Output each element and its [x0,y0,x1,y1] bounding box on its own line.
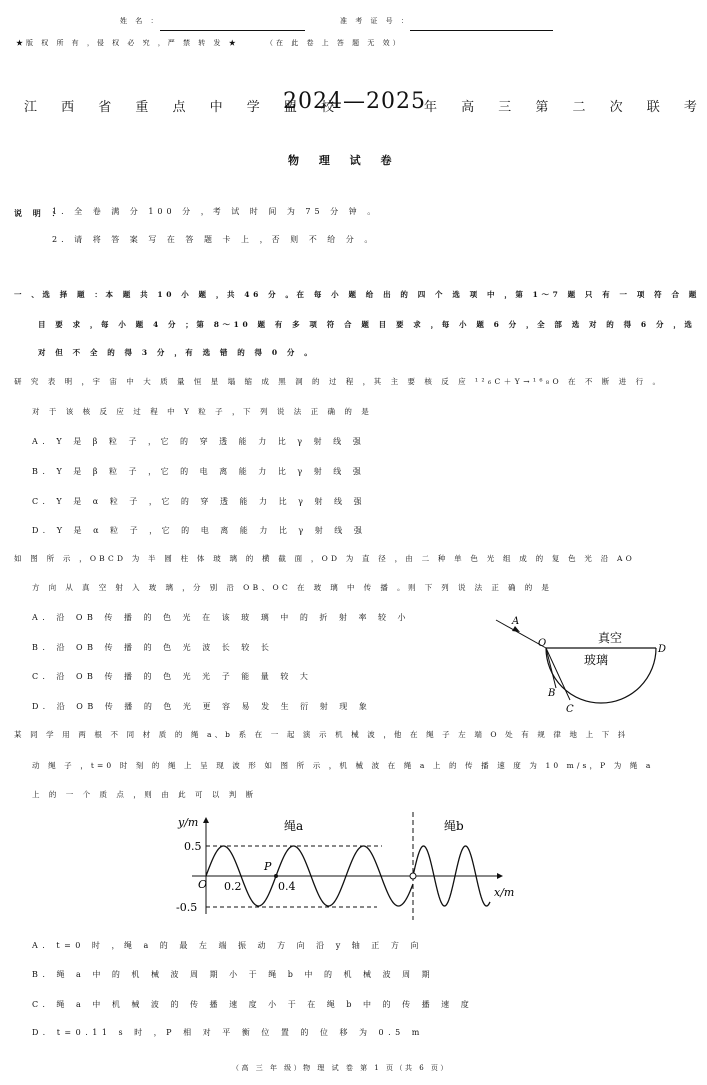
label-o: O [538,638,547,649]
label-c: C [566,704,574,715]
q2-stem-line-1: 如 图 所 示 ，OBCD 为 半 圆 柱 体 玻 璃 的 横 截 面 ，OD 为 直 径 ，由 二 种 单 色 光 组 成 的 复 色 光 沿 AO [14,554,635,563]
q3-stem-line-2: 动 绳 子 ，t=0 时 刻 的 绳 上 呈 现 波 形 如 图 所 示 ，机 械 波 在 绳 a 上 的 传 播 速 度 为 10 m/s，P 为 绳 a [32,761,654,770]
section-1-line-2: 目 要 求 ，每 小 题 4 分 ；第 8～10 题 有 多 项 符 合 题 目 要 求 ，每 小 题 6 分 ，全 部 选 对 的 得 6 分 ，选 [38,320,696,329]
origin-label: O [198,878,208,891]
q1-option-b[interactable]: B. Y 是 β 粒 子 ，它 的 电 离 能 力 比 γ 射 线 强 [32,467,366,476]
copyright-notice: ★版 权 所 有 ，侵 权 必 究 ，严 禁 转 发 ★ [16,39,239,47]
instruction-2: 2. 请 将 答 案 写 在 答 题 卡 上 ，否 则 不 给 分 。 [52,235,377,244]
rope-wave-figure [172,812,522,922]
q1-option-a[interactable]: A. Y 是 β 粒 子 ，它 的 穿 透 能 力 比 γ 射 线 强 [32,437,366,446]
name-label: 姓 名 ： [120,17,161,25]
section-1-line-1: 一 、选 择 题 ：本 题 共 10 小 题 ，共 46 分 。在 每 小 题 给 出 的 四 个 选 项 中 ，第 1～7 题 只 有 一 项 符 合 题 [14,290,700,299]
label-a: A [512,616,520,627]
q3-stem-line-3: 上 的 一 个 质 点 ，则 由 此 可 以 判 断 [32,790,257,799]
glass-label: 玻璃 [584,653,609,667]
point-p [274,874,278,878]
q3-option-b[interactable]: B. 绳 a 中 的 机 械 波 周 期 小 于 绳 b 中 的 机 械 波 周 期 [32,970,435,979]
label-d: D [658,644,667,655]
answer-note: （在 此 卷 上 答 题 无 效） [266,39,403,47]
y-tick-top: 0.5 [184,840,202,853]
q1-option-d[interactable]: D. Y 是 α 粒 子 ，它 的 电 离 能 力 比 γ 射 线 强 [32,526,367,535]
exam-id-label: 准 考 证 号 ： [340,17,411,25]
exam-years: 2024—2025 [283,89,426,114]
q2-stem-line-2: 方 向 从 真 空 射 入 玻 璃 ，分 别 沿 OB、OC 在 玻 璃 中 传 播 。则 下 列 说 法 正 确 的 是 [32,583,553,592]
q3-option-d[interactable]: D. t=0.11 s 时 ，P 相 对 平 衡 位 置 的 位 移 为 0.5 m [32,1028,424,1037]
semicircle-glass-figure [490,610,670,720]
instruction-1: 1. 全 卷 满 分 100 分 ，考 试 时 间 为 75 分 钟 。 [52,207,380,216]
exam-id-field[interactable] [410,16,553,31]
q2-option-a[interactable]: A. 沿 OB 传 播 的 色 光 在 该 玻 璃 中 的 折 射 率 较 小 [32,613,411,622]
q3-option-c[interactable]: C. 绳 a 中 机 械 波 的 传 播 速 度 小 于 在 绳 b 中 的 传 播 速 度 [32,1000,474,1009]
point-p-label: P [264,860,272,873]
q1-stem-line-2: 对 于 该 核 反 应 过 程 中 Y 粒 子 ，下 列 说 法 正 确 的 是 [32,407,373,416]
label-b: B [548,688,556,699]
exam-name: 年 高 三 第 二 次 联 考 [424,100,707,115]
section-1-line-3: 对 但 不 全 的 得 3 分 ，有 选 错 的 得 0 分 。 [38,348,316,357]
name-field[interactable] [160,16,305,31]
instructions-label: 说 明 ： [14,208,64,218]
y-axis-label: y/m [178,816,199,829]
ray-ob [546,648,556,688]
junction-point [410,873,416,879]
q3-option-a[interactable]: A. t=0 时 ，绳 a 的 最 左 端 振 动 方 向 沿 y 轴 正 方 向 [32,941,423,950]
x-tick-1: 0.2 [224,880,242,893]
q2-option-b[interactable]: B. 沿 OB 传 播 的 色 光 波 长 较 长 [32,643,274,652]
rope-a-label: 绳a [284,819,304,833]
q1-stem-line-1: 研 究 表 明 ，宇 宙 中 大 质 量 恒 星 塌 缩 成 黑 洞 的 过 程 ，其 主 要 核 反 应 ¹²₆C＋Y→¹⁶₈O 在 不 断 进 行 。 [14,377,664,386]
q2-option-d[interactable]: D. 沿 OB 传 播 的 色 光 更 容 易 发 生 衍 射 现 象 [32,702,372,711]
x-tick-2: 0.4 [278,880,296,893]
school-name: 江 西 省 重 点 中 学 盟 校 [24,100,345,115]
subject-title: 物 理 试 卷 [288,154,400,167]
page-footer: （高 三 年 级）物 理 试 卷 第 1 页（共 6 页） [232,1064,450,1072]
vacuum-label: 真空 [598,631,623,645]
x-axis-label: x/m [494,886,515,899]
q1-option-c[interactable]: C. Y 是 α 粒 子 ，它 的 穿 透 能 力 比 γ 射 线 强 [32,497,367,506]
q3-stem-line-1: 某 同 学 用 两 根 不 同 材 质 的 绳 a、b 系 在 一 起 演 示 机 械 波 ，他 在 绳 子 左 端 O 处 有 规 律 地 上 下 抖 [14,730,629,739]
y-tick-bottom: -0.5 [176,901,198,914]
rope-b-label: 绳b [444,819,464,833]
q2-option-c[interactable]: C. 沿 OB 传 播 的 色 光 光 子 能 量 较 大 [32,672,313,681]
